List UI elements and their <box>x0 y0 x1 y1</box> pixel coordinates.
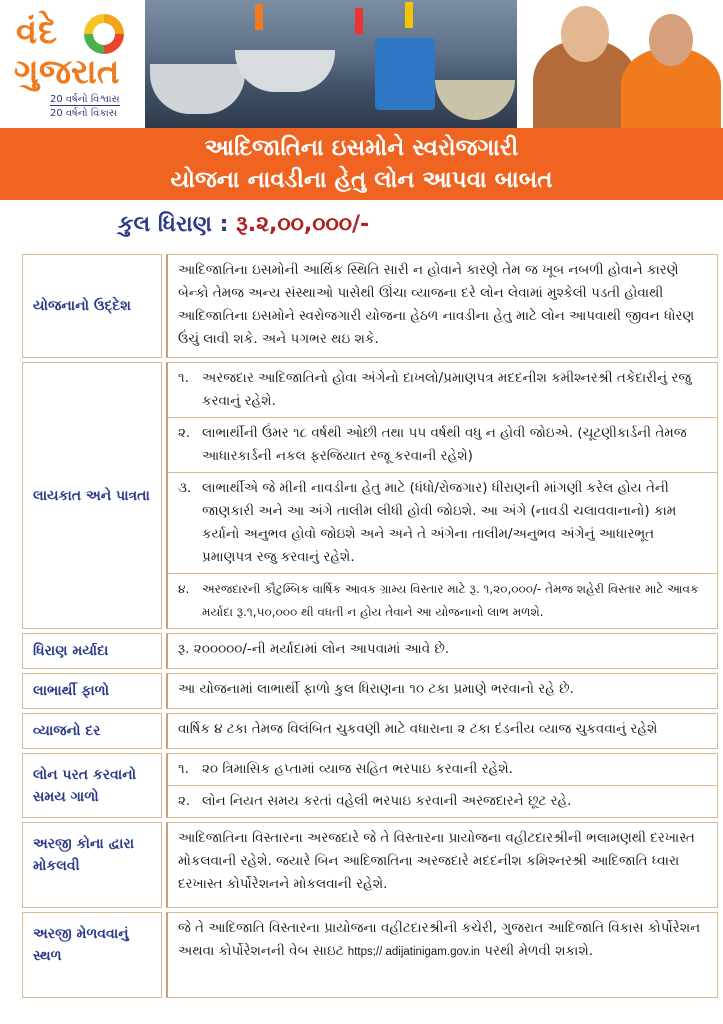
row-objective <box>22 254 718 358</box>
row-submit-through <box>22 822 718 908</box>
leader-head <box>649 14 693 66</box>
fishing-boats-photo <box>145 0 517 128</box>
row-value <box>166 912 718 998</box>
total-loan-amount: રૂ.૨,૦૦,૦૦૦/- <box>236 212 370 237</box>
list-item <box>168 574 717 628</box>
item-text: ૨૦ ત્રિમાસિક હપ્તામાં વ્યાજ સહિત ભરપાઇ કરવાની રહેશે. <box>202 761 513 777</box>
row-value: આ યોજનામાં લાભાર્થી ફાળો કુલ ધિરાણના ૧૦ ટકા પ્રમાણે ભરવાનો રહે છે. <box>166 673 718 709</box>
logo-tagline-development: 20 વર્ષનો વિકાસ <box>50 108 117 119</box>
title-line-2: યોજના નાવડીના હેતુ લોન આપવા બાબત <box>170 167 553 193</box>
row-eligibility <box>22 362 718 629</box>
total-loan-label: કુલ ધિરાણ : <box>118 212 237 237</box>
boat-shape <box>235 50 335 92</box>
title-line-1: આદિજાતિના ઇસમોને સ્વરોજગારી <box>204 135 519 161</box>
item-text: લાભાર્થીએ જે મીની નાવડીના હેતુ માટે (ધંધો/રોજગાર) ધીરાણની માંગણી કરેલ હોય તેની જાણકારી અને આ અંગે તાલીમ લીધી હોવી જોઇશે. આ અંગે (નાવડી ચલાવવાનાનો) કામ કર્યાનો અનુભવ હોવો જોઇશે અને અને તે અંગેના તાલીમ/અનુભવ અંગેનું આધારભૂત પ્રમાણપત્ર રજુ કરવાનું રહેશે. <box>202 480 677 565</box>
row-value: વાર્ષિક ૪ ટકા તેમજ વિલંબિત ચુકવણી માટે વધારાના ૨ ટકા દંડનીય વ્યાજ ચુકવવાનું રહેશે <box>166 713 718 749</box>
leaders-photo <box>517 0 723 128</box>
header <box>0 0 723 128</box>
item-text: લોન નિયત સમય કરતાં વહેલી ભરપાઇ કરવાની અરજદારને છૂટ રહે. <box>202 793 572 809</box>
row-label: યોજનાનો ઉદ્દેશ <box>22 254 162 358</box>
where-text-after: પરથી મેળવી શકાશે. <box>479 943 594 959</box>
row-value: આદિજાતિના ઇસમોની આર્થિક સ્થિતિ સારી ન હોવાને કારણે તેમ જ ખૂબ નબળી હોવાને કારણે બેન્કો તેમજ અન્ય સંસ્થાઓ પાસેથી ઊંચા વ્યાજના દરે લોન લેવામાં મુશ્કેલી પડતી હોવાથી આદિજાતિના ઇસમોને સ્વરોજગારી યોજના હેઠળ નાવડીના હેતુ માટે લોન આપવાથી જીવન ધોરણ ઉંચું લાવી શકે. અને પગભર થઇ શકે. <box>166 254 718 358</box>
logo-gujarat: ગુજરાત <box>14 52 120 92</box>
list-item <box>168 363 717 418</box>
row-interest-rate <box>22 713 718 749</box>
website-link[interactable]: https;// adijatinigam.gov.in <box>347 946 480 958</box>
boat-shape <box>150 64 245 114</box>
logo-tagline-trust: 20 વર્ષનો વિશ્વાસ <box>50 94 120 105</box>
list-item <box>168 786 717 817</box>
row-loan-limit <box>22 633 718 669</box>
total-loan <box>118 212 723 242</box>
row-value: રૂ. ૨૦૦૦૦૦/-ની મર્યાદામાં લોન આપવામાં આવે છે. <box>166 633 718 669</box>
row-value <box>166 753 718 818</box>
item-number: ૩. <box>178 480 192 496</box>
flag-shape <box>405 2 413 28</box>
boat-shape <box>435 80 515 120</box>
list-item <box>168 754 717 786</box>
item-number: ૨. <box>178 793 191 809</box>
title-banner <box>0 128 723 200</box>
where-text-before: જે તે આદિજાતિ વિસ્તારના પ્રાયોજના વહીટદારશ્રીની કચેરી, ગુજરાત આદિજાતિ વિકાસ કોર્પોરેશન અથવા કોર્પોરેશનની વેબ સાઇટ <box>178 920 701 959</box>
row-value: આદિજાતિના વિસ્તારના અરજદારે જે તે વિસ્તારના પ્રાયોજના વહીટદારશ્રીની ભલામણથી દરખાસ્ત મોકલવાની રહેશે. જયારે બિન આદિજાતિના અરજદારે મદદનીશ કમિશ્નરશ્રી આદિજાતિ ધ્વારા દરખાસ્ત કોર્પોરેશનને મોકલવાની રહેશે. <box>166 822 718 908</box>
list-item <box>168 473 717 574</box>
gujarat-map-wheel-icon <box>84 14 124 54</box>
item-text: લાભાર્થીની ઉંમર ૧૮ વર્ષથી ઓછી તથા ૫૫ વર્ષથી વધુ ન હોવી જોઇએ. (ચૂટણીકાર્ડની તેમજ આધારકાર્ડની નકલ ફરજિયાત રજૂ કરવાની રહેશે) <box>202 425 687 464</box>
row-label: ધિરાણ મર્યાદા <box>22 633 162 669</box>
vande-gujarat-logo <box>8 8 140 124</box>
row-label: લોન પરત કરવાનો સમય ગાળો <box>22 753 162 818</box>
item-number: ૪. <box>178 582 190 596</box>
row-label: અરજી મેળવવાનું સ્થળ <box>22 912 162 998</box>
row-contribution <box>22 673 718 709</box>
row-repayment-period <box>22 753 718 818</box>
boat-cabin-shape <box>375 38 435 110</box>
item-text: અરજદાર આદિજાતિનો હોવા અંગેનો દાખલો/પ્રમાણપત્ર મદદનીશ કમીશ્નરશ્રી તકેદારીનું રજુ કરવાનું રહેશે. <box>202 370 692 409</box>
row-value <box>166 362 718 629</box>
row-label: લાયકાત અને પાત્રતા <box>22 362 162 629</box>
row-label: લાભાર્થી ફાળો <box>22 673 162 709</box>
item-number: ૨. <box>178 425 191 441</box>
leader-head <box>561 6 609 62</box>
list-item <box>168 418 717 473</box>
row-label: વ્યાજનો દર <box>22 713 162 749</box>
item-text: અરજદારની કૌટુમ્બિક વાર્ષિક આવક ગ્રામ્ય વિસ્તાર માટે રૂ. ૧,૨૦,૦૦૦/- તેમજ શહેરી વિસ્તાર માટે આવક મર્યાદા રૂ.૧,૫૦,૦૦૦ થી વધતી ન હોય તેવાને આ યોજનાનો લાભ મળશે. <box>202 582 699 619</box>
flag-shape <box>255 4 263 30</box>
scheme-details-table <box>22 254 718 1002</box>
item-number: ૧. <box>178 761 189 777</box>
row-label: અરજી કોના દ્વારા મોકલવી <box>22 822 162 908</box>
item-number: ૧. <box>178 370 189 386</box>
flag-shape <box>355 8 363 34</box>
row-where-to-get <box>22 912 718 998</box>
logo-vande: વંદે <box>16 12 59 52</box>
